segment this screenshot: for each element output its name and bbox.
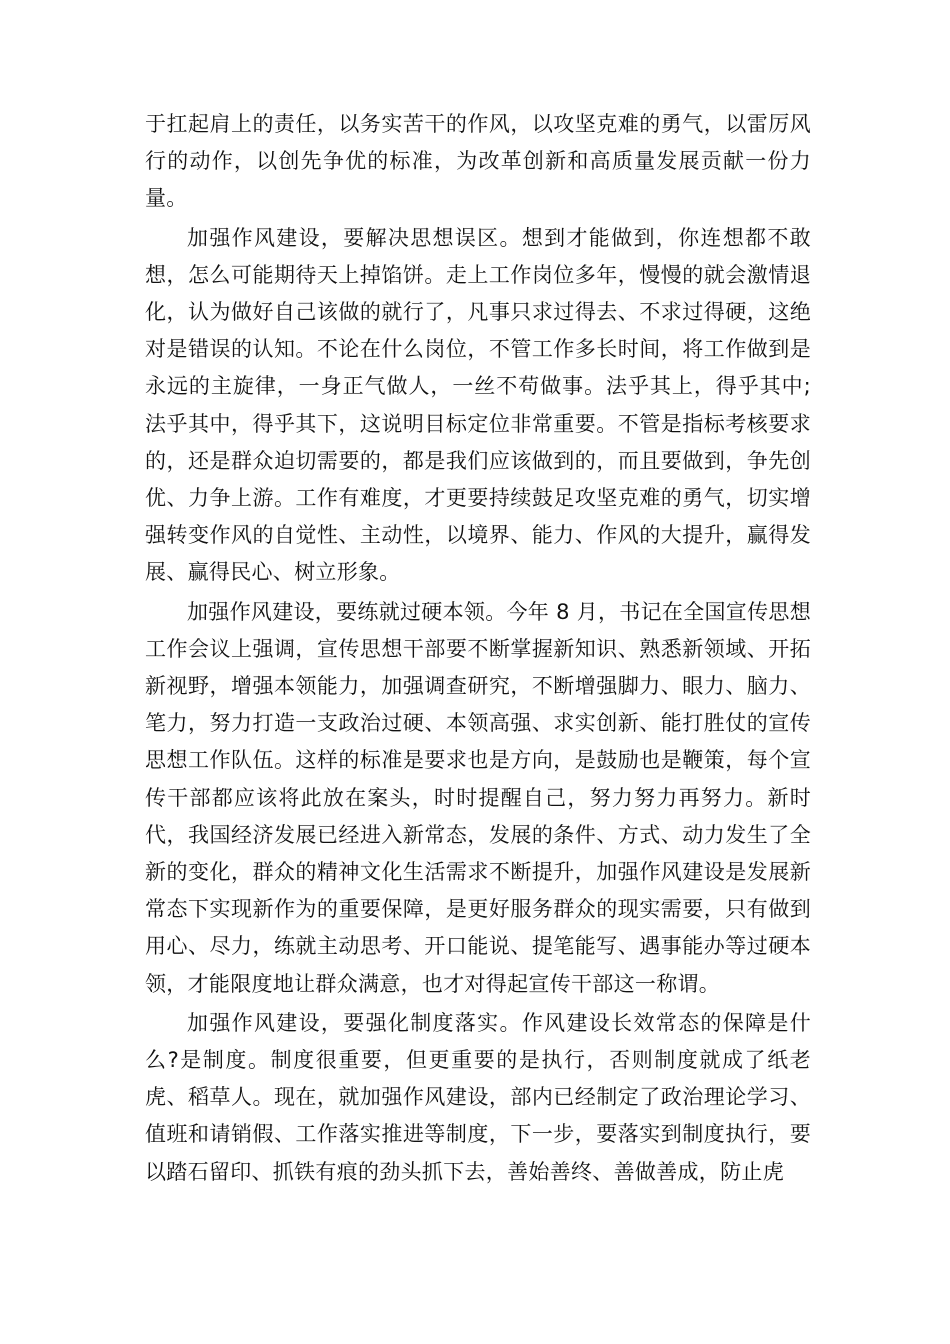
paragraph-thinking-misconceptions: 加强作风建设，要解决思想误区。想到才能做到，你连想都不敢想，怎么可能期待天上掉馅饼。走上工作岗位多年，慢慢的就会激情退化，认为做好自己该做的就行了，凡事只求过得去、不求过得硬，这绝对是错误的认知。不论在什么岗位，不管工作多长时间，将工作做到是永远的主旋律，一身正气做人，一丝不苟做事。法乎其上，得乎其中;法乎其中，得乎其下，这说明目标定位非常重要。不管是指标考核要求的，还是群众迫切需要的，都是我们应该做到的，而且要做到，争先创优、力争上游。工作有难度，才更要持续鼓足攻坚克难的勇气，切实增强转变作风的自觉性、主动性，以境界、能力、作风的大提升，赢得发展、赢得民心、树立形象。 <box>145 225 811 585</box>
paragraph-skills: 加强作风建设，要练就过硬本领。今年 8 月，书记在全国宣传思想工作会议上强调，宣传思想干部要不断掌握新知识、熟悉新领域、开拓新视野，增强本领能力，加强调查研究，不断增强脚力、眼力、脑力、笔力，努力打造一支政治过硬、本领高强、求实创新、能打胜仗的宣传思想工作队伍。这样的标准是要求也是方向，是鼓励也是鞭策，每个宣传干部都应该将此放在案头，时时提醒自己，努力努力再努力。新时代，我国经济发展已经进入新常态，发展的条件、方式、动力发生了全新的变化，群众的精神文化生活需求不断提升，加强作风建设是发展新常态下实现新作为的重要保障，是更好服务群众的现实需要，只有做到用心、尽力，练就主动思考、开口能说、提笔能写、遇事能办等过硬本领，才能限度地让群众满意，也才对得起宣传干部这一称谓。 <box>145 599 812 996</box>
paragraph-institutions: 加强作风建设，要强化制度落实。作风建设长效常态的保障是什么?是制度。制度很重要，但更重要的是执行，否则制度就成了纸老虎、稻草人。现在，就加强作风建设，部内已经制定了政治理论学习、值班和请销假、工作落实推进等制度，下一步，要落实到制度执行，要以踏石留印、抓铁有痕的劲头抓下去，善始善终、善做善成，防止虎 <box>145 1010 811 1184</box>
paragraph-continuation: 于扛起肩上的责任，以务实苦干的作风，以攻坚克难的勇气，以雷厉风行的动作，以创先争优的标准，为改革创新和高质量发展贡献一份力量。 <box>145 112 811 211</box>
document-page <box>145 106 811 1193</box>
